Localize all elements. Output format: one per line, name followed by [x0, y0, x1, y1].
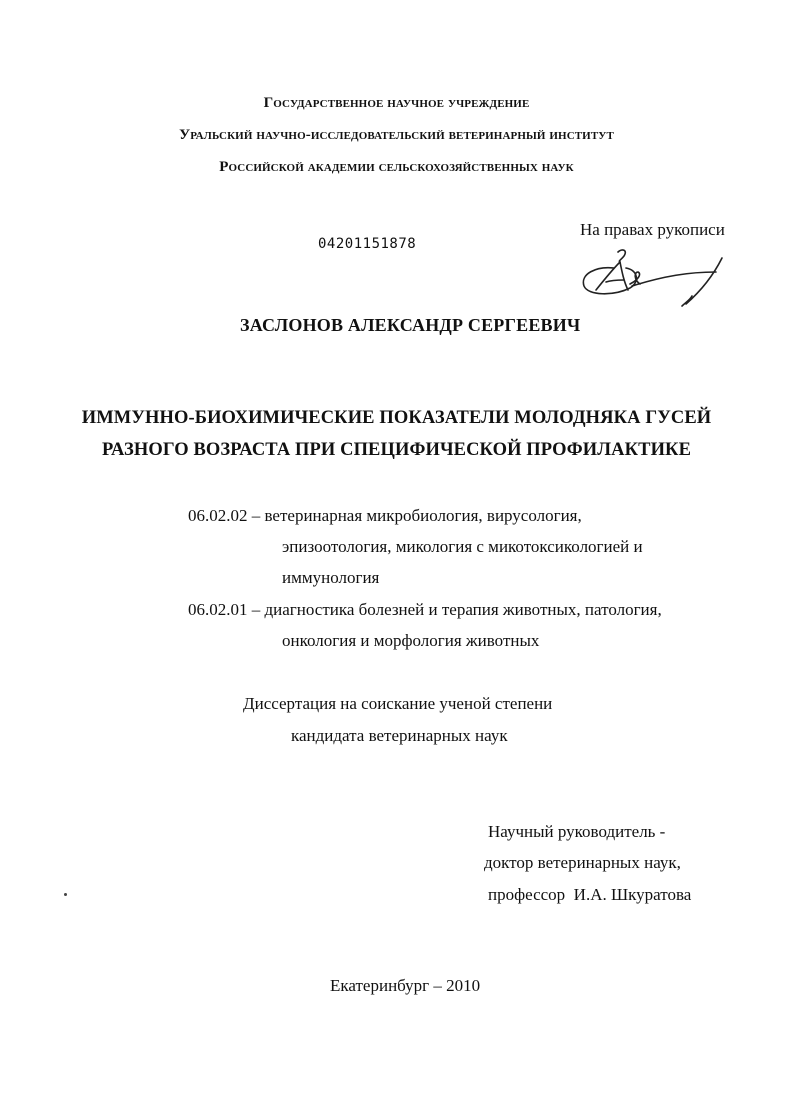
specialty-2-cont-line-1: онкология и морфология животных [282, 631, 540, 650]
city-year: Екатеринбург – 2010 [330, 976, 481, 995]
specialty-1-cont-line-2: иммунология [282, 568, 380, 587]
scan-speck [64, 893, 67, 896]
institution-line-3: Российской академии сельскохозяйственных наук [219, 159, 574, 175]
institution-line-1: Государственное научное учреждение [263, 95, 530, 111]
author-name: ЗАСЛОНОВ АЛЕКСАНДР СЕРГЕЕВИЧ [240, 315, 581, 335]
manuscript-note: На правах рукописи [580, 220, 725, 239]
supervisor-line-1: Научный руководитель - [488, 822, 666, 841]
dissertation-title-line-2: РАЗНОГО ВОЗРАСТА ПРИ СПЕЦИФИЧЕСКОЙ ПРОФИЛАКТИКЕ [101, 440, 692, 460]
supervisor-line-2: доктор ветеринарных наук, [484, 853, 681, 872]
dissertation-title-line-1: ИММУННО-БИОХИМИЧЕСКИЕ ПОКАЗАТЕЛИ МОЛОДНЯКА ГУСЕЙ [81, 408, 712, 428]
supervisor-line-3: профессор И.А. Шкуратова [488, 885, 692, 904]
institution-line-2: Уральский научно-исследовательский ветеринарный институт [179, 127, 614, 143]
degree-line-1: Диссертация на соискание ученой степени [243, 694, 553, 713]
specialty-2-code-line: 06.02.01 – диагностика болезней и терапия животных, патология, [188, 600, 662, 619]
degree-line-2: кандидата ветеринарных наук [291, 726, 508, 745]
stamp-number: 04201151878 [318, 236, 417, 252]
signature-icon [574, 244, 734, 310]
specialty-1-cont-line-1: эпизоотология, микология с микотоксикологией и [282, 537, 643, 556]
specialty-1-code-line: 06.02.02 – ветеринарная микробиология, вирусология, [188, 506, 582, 525]
